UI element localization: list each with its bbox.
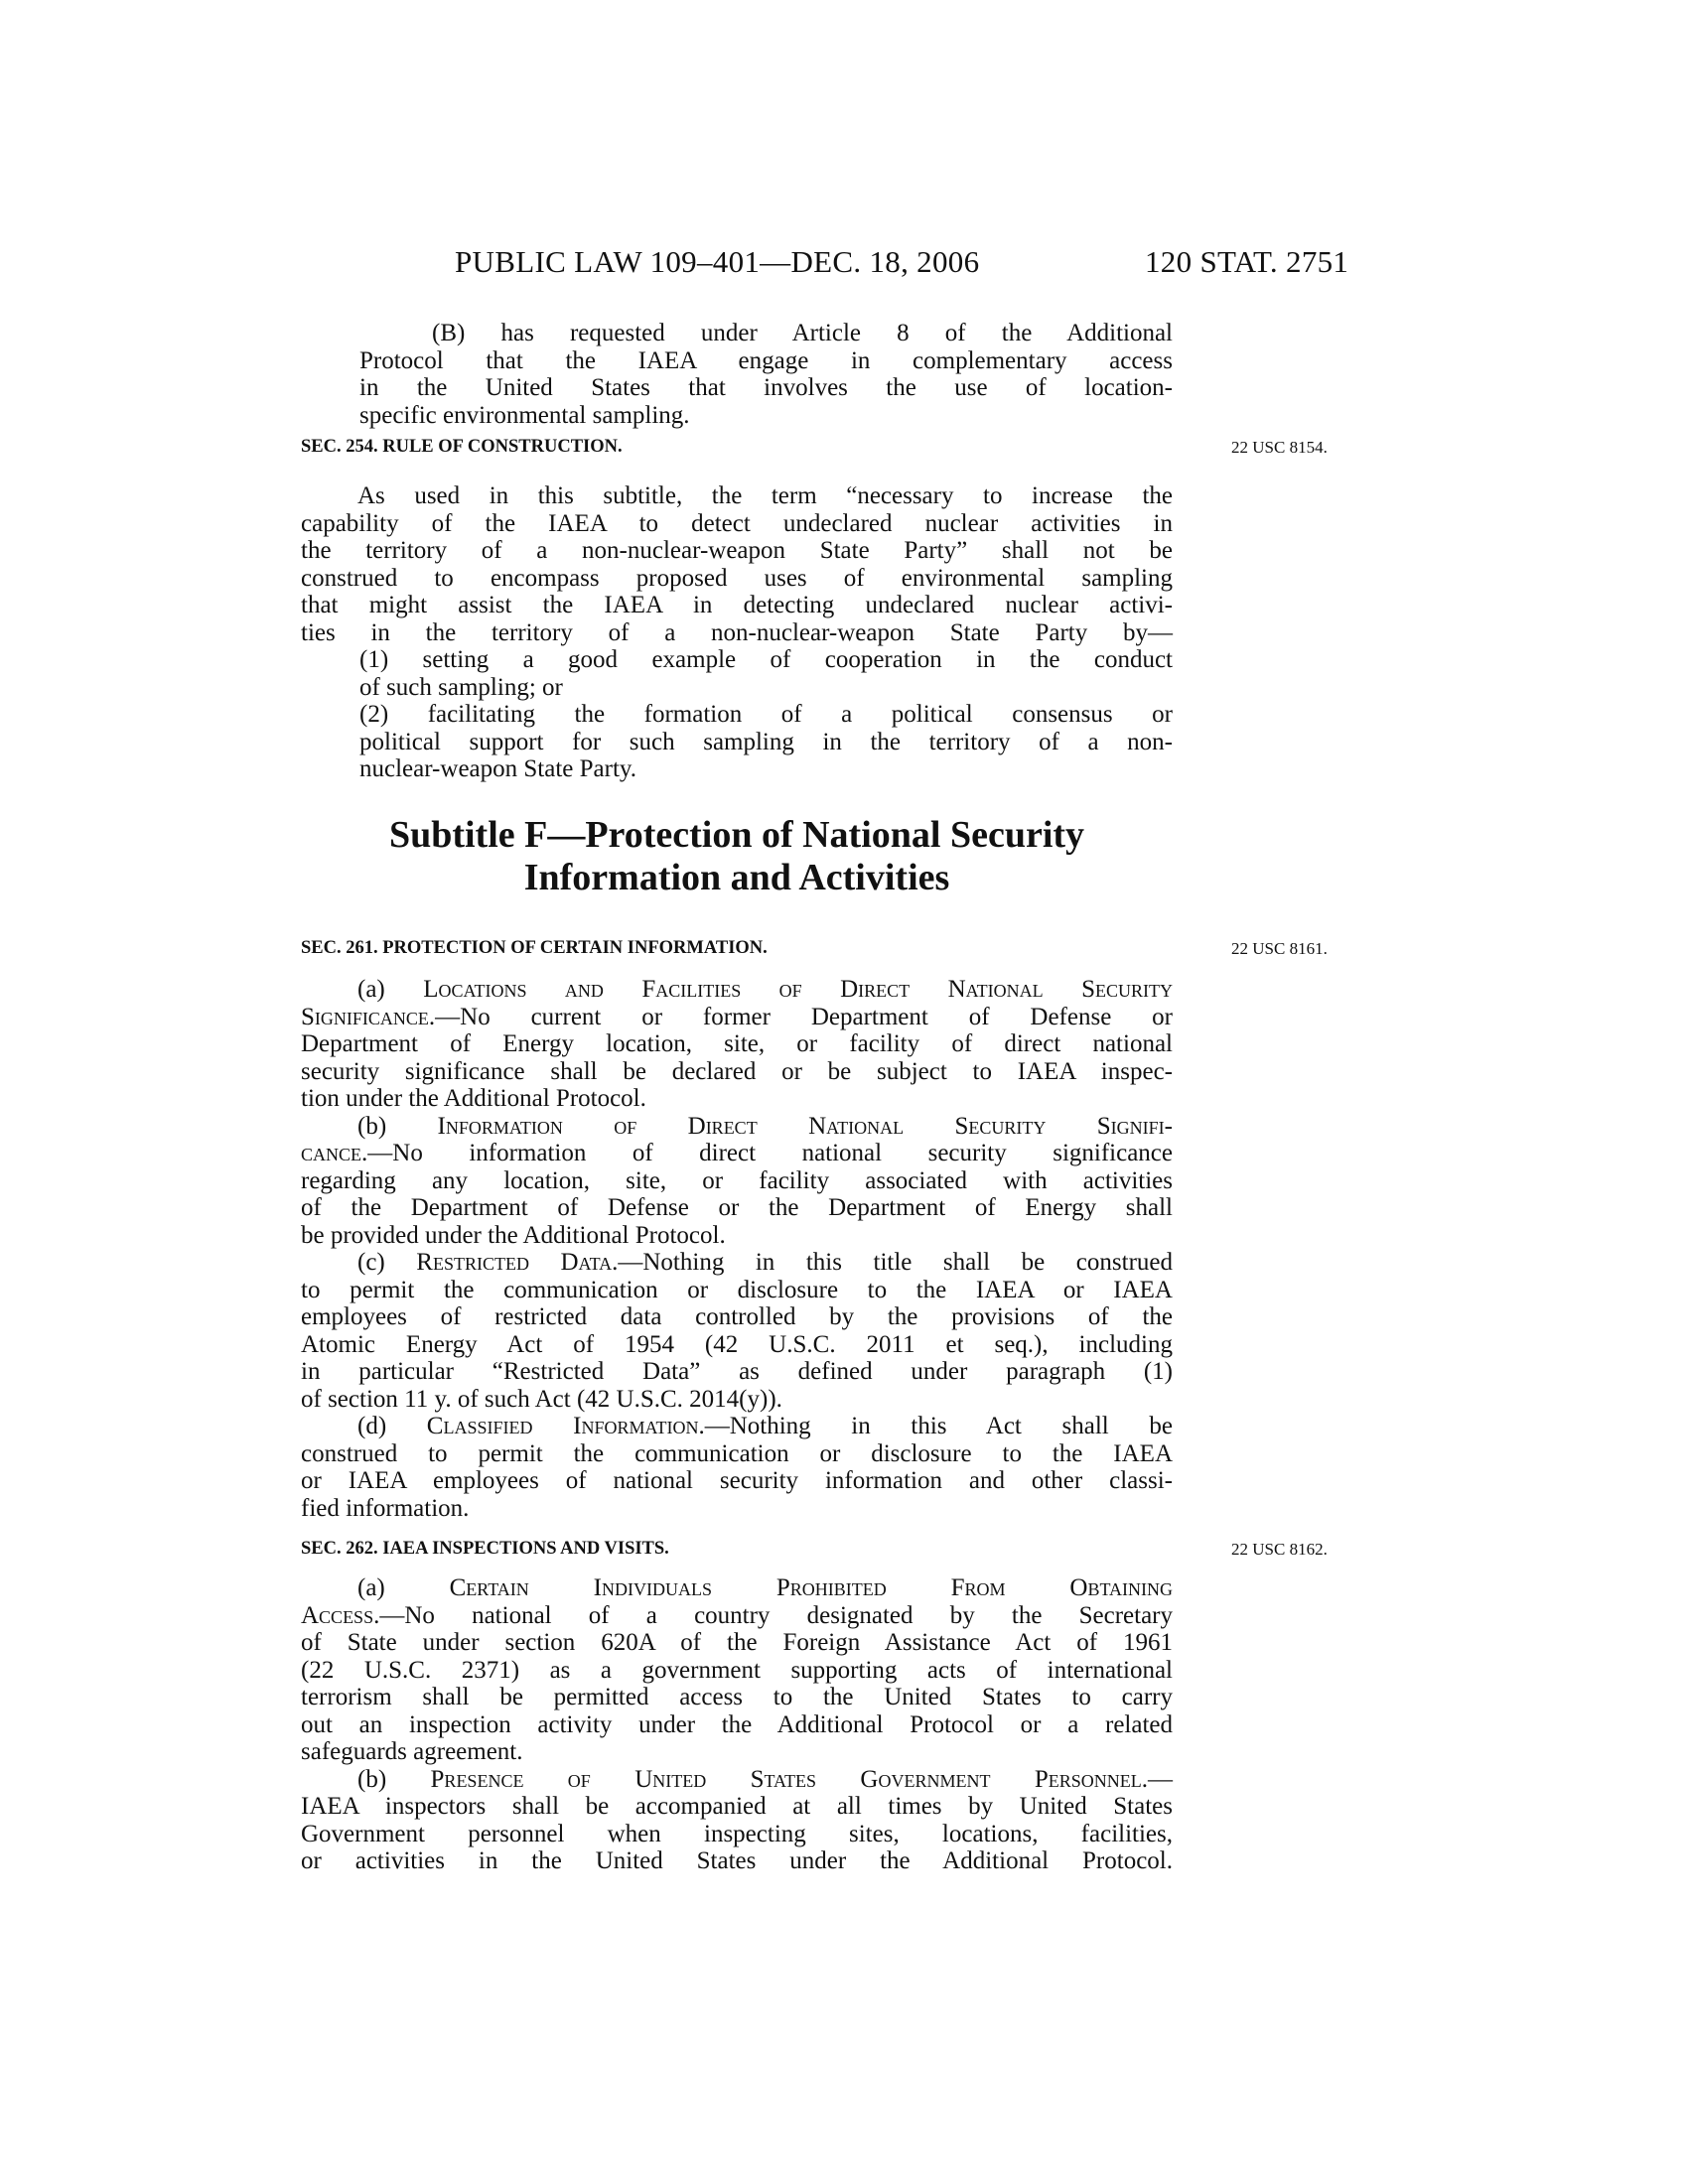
text-line: [301, 646, 1173, 674]
small-caps-heading: Presence of United States Government Personnel.: [430, 1765, 1148, 1793]
text-line: [301, 1657, 1173, 1685]
line-text: (b): [357, 1765, 431, 1793]
text-line: [301, 1684, 1173, 1711]
text-line: [301, 1793, 1173, 1821]
text-line: [301, 1222, 1173, 1250]
subtitle-line-1: Subtitle F—Protection of National Security: [388, 814, 1085, 856]
line-text: (a): [357, 976, 424, 1003]
text-line: [301, 592, 1173, 619]
text-line: [301, 1467, 1173, 1495]
running-header-title: PUBLIC LAW 109–401—DEC. 18, 2006: [455, 244, 980, 279]
text-line: [301, 1004, 1173, 1031]
line-text: —Nothing in this title shall be construed: [618, 1249, 1173, 1276]
subtitle-line-2: Information and Activities: [523, 857, 950, 898]
line-text: Department of Energy location, site, or facility of direct national: [301, 1030, 1173, 1057]
line-text: to permit the communication or disclosure to the IAEA or IAEA: [301, 1276, 1173, 1303]
line-text: in the United States that involves the use of location-: [359, 374, 1173, 401]
line-text: of section 11 y. of such Act (42 U.S.C. 2014(y)).: [301, 1385, 782, 1413]
line-text: the territory of a non-nuclear-weapon State Party” shall not be: [301, 537, 1173, 564]
line-text: (2) facilitating the formation of a political consensus or: [359, 701, 1173, 728]
line-text: —Nothing in this Act shall be: [704, 1413, 1173, 1439]
paragraph-b: [301, 320, 1173, 429]
line-text: security significance shall be declared or be subject to IAEA inspec-: [301, 1057, 1173, 1085]
text-line: [301, 1602, 1173, 1630]
text-line: [301, 1113, 1173, 1141]
text-line: [301, 1277, 1173, 1304]
line-text: employees of restricted data controlled by the provisions of the: [301, 1303, 1173, 1330]
section-254-body: [301, 482, 1173, 783]
text-line: [301, 1629, 1173, 1657]
small-caps-heading: Information of Direct National Security Signifi-: [437, 1112, 1173, 1140]
line-text: (22 U.S.C. 2371) as a government supporting acts of international: [301, 1656, 1173, 1684]
section-261-body: [301, 976, 1173, 1522]
line-text: or activities in the United States under the Additional Protocol.: [301, 1847, 1173, 1874]
text-line: [301, 374, 1173, 402]
line-text: political support for such sampling in the territory of a non-: [359, 728, 1173, 755]
small-caps-heading: cance.: [301, 1140, 368, 1166]
text-line: [301, 565, 1173, 593]
line-text: (d): [357, 1413, 427, 1439]
text-line: [301, 1766, 1173, 1794]
section-261-heading: SEC. 261. PROTECTION OF CERTAIN INFORMATION.: [301, 938, 768, 958]
line-text: of the Department of Defense or the Department of Energy shall: [301, 1194, 1173, 1221]
line-text: As used in this subtitle, the term “necessary to increase the: [357, 482, 1173, 509]
line-text: (c): [357, 1249, 417, 1276]
text-line: [301, 1738, 1173, 1766]
line-text: —No national of a country designated by the Secretary: [379, 1601, 1173, 1629]
line-text: terrorism shall be permitted access to the United States to carry: [301, 1684, 1173, 1710]
text-line: [301, 347, 1173, 375]
text-line: [301, 1249, 1173, 1277]
text-line: [301, 320, 1173, 347]
text-line: [301, 482, 1173, 510]
text-line: [301, 729, 1173, 756]
margin-note-254: 22 USC 8154.: [1231, 438, 1328, 457]
line-text: ties in the territory of a non-nuclear-weapon State Party by—: [301, 618, 1173, 646]
small-caps-heading: Certain Individuals Prohibited From Obtaining: [449, 1574, 1173, 1601]
line-text: or IAEA employees of national security information and other classi-: [301, 1467, 1173, 1494]
line-text: Protocol that the IAEA engage in complementary access: [359, 346, 1173, 374]
section-262-heading: SEC. 262. IAEA INSPECTIONS AND VISITS.: [301, 1539, 669, 1559]
line-text: (b): [357, 1112, 438, 1140]
margin-note-261: 22 USC 8161.: [1231, 939, 1328, 958]
text-line: [301, 1058, 1173, 1086]
small-caps-heading: Access.: [301, 1601, 380, 1629]
line-text: be provided under the Additional Protocol.: [301, 1221, 726, 1249]
line-text: that might assist the IAEA in detecting undeclared nuclear activi-: [301, 592, 1173, 618]
line-text: in particular “Restricted Data” as defined under paragraph (1): [301, 1358, 1173, 1385]
line-text: —No information of direct national security significance: [367, 1140, 1173, 1166]
text-line: [301, 1386, 1173, 1414]
line-text: specific environmental sampling.: [359, 401, 690, 429]
text-line: [301, 1303, 1173, 1331]
text-line: [301, 1358, 1173, 1386]
line-text: of State under section 620A of the Foreign Assistance Act of 1961: [301, 1629, 1173, 1656]
margin-note-262: 22 USC 8162.: [1231, 1540, 1328, 1559]
small-caps-heading: Classified Information.: [426, 1413, 705, 1439]
line-text: (1) setting a good example of cooperation in the conduct: [359, 646, 1173, 673]
section-254-heading: SEC. 254. RULE OF CONSTRUCTION.: [301, 437, 623, 457]
text-line: [301, 1030, 1173, 1058]
text-line: [301, 755, 1173, 783]
text-line: [301, 1574, 1173, 1602]
line-text: nuclear-weapon State Party.: [359, 755, 637, 782]
text-line: [301, 1440, 1173, 1468]
text-line: [301, 674, 1173, 702]
text-line: [301, 1194, 1173, 1222]
text-line: [301, 1413, 1173, 1440]
text-line: [301, 1167, 1173, 1195]
line-text: capability of the IAEA to detect undeclared nuclear activities in: [301, 509, 1173, 537]
subtitle-heading: [301, 814, 1173, 899]
text-line: [301, 510, 1173, 538]
line-text: (a): [357, 1574, 450, 1601]
line-text: IAEA inspectors shall be accompanied at all times by United States: [301, 1793, 1173, 1820]
section-262-body: [301, 1574, 1173, 1875]
line-text: —: [1148, 1765, 1173, 1793]
text-line: [301, 402, 1173, 430]
small-caps-heading: Locations and Facilities of Direct National Security: [423, 976, 1173, 1003]
line-text: —No current or former Department of Defense or: [435, 1003, 1173, 1030]
line-text: construed to permit the communication or disclosure to the IAEA: [301, 1439, 1173, 1467]
text-line: [301, 1847, 1173, 1875]
line-text: out an inspection activity under the Additional Protocol or a related: [301, 1710, 1173, 1738]
line-text: fied information.: [301, 1494, 470, 1522]
text-line: [301, 1821, 1173, 1848]
line-text: regarding any location, site, or facility associated with activities: [301, 1166, 1173, 1194]
small-caps-heading: Significance.: [301, 1003, 436, 1030]
line-text: of such sampling; or: [359, 673, 563, 701]
text-line: [301, 537, 1173, 565]
line-text: Government personnel when inspecting sites, locations, facilities,: [301, 1820, 1173, 1847]
text-line: [301, 1711, 1173, 1739]
text-line: [301, 1085, 1173, 1113]
text-line: [301, 1331, 1173, 1359]
small-caps-heading: Restricted Data.: [416, 1249, 619, 1276]
text-line: [301, 1140, 1173, 1167]
line-text: Atomic Energy Act of 1954 (42 U.S.C. 2011 et seq.), including: [301, 1330, 1173, 1358]
text-line: [301, 976, 1173, 1004]
line-text: safeguards agreement.: [301, 1738, 523, 1765]
text-line: [301, 701, 1173, 729]
page-number: 120 STAT. 2751: [1145, 244, 1349, 279]
text-line: [301, 1495, 1173, 1523]
line-text: (B) has requested under Article 8 of the Additional: [432, 320, 1173, 346]
text-line: [301, 619, 1173, 647]
line-text: tion under the Additional Protocol.: [301, 1085, 646, 1112]
line-text: construed to encompass proposed uses of environmental sampling: [301, 564, 1173, 592]
